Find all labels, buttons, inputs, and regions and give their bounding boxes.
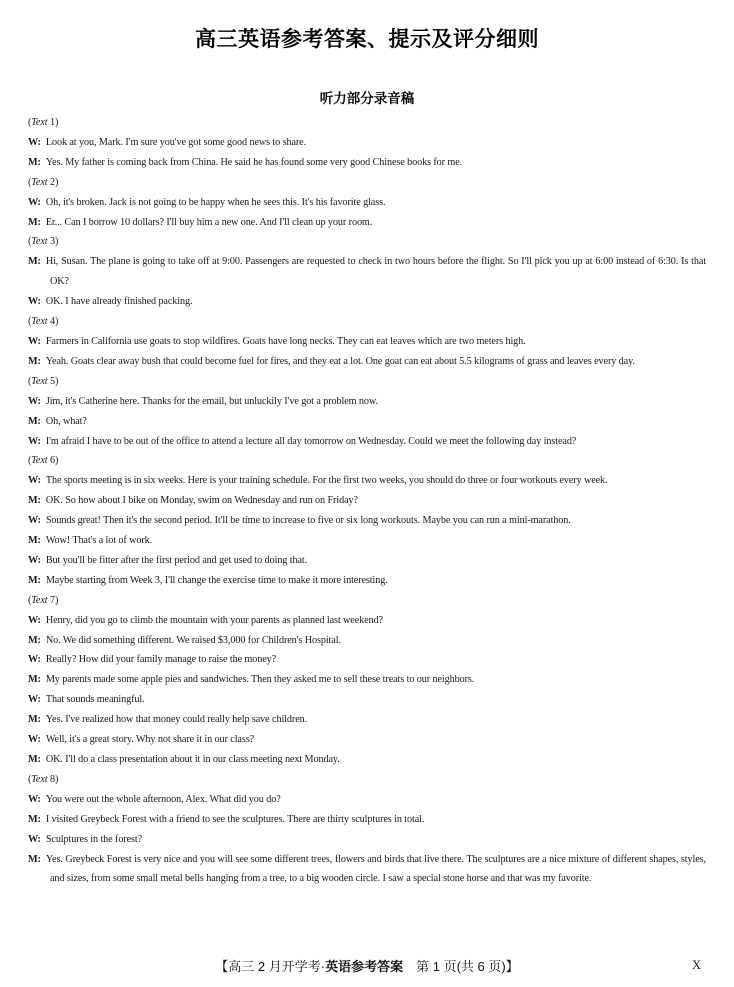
listening-transcript — [28, 113, 706, 889]
transcript-dialogue-line: M: Yes. I've realized how that money could really help save children. — [28, 714, 308, 726]
transcript-dialogue-line: M: Maybe starting from Week 3, I'll change the exercise time to make it more interesting. — [28, 574, 388, 586]
transcript-text-heading: (Text 4) — [28, 316, 59, 328]
transcript-dialogue-line: M: Wow! That's a lot of work. — [28, 535, 153, 547]
transcript-dialogue-line: W: OK. I have already finished packing. — [28, 296, 193, 308]
transcript-dialogue-line: W: Sounds great! Then it's the second period. It'll be time to increase to five or six long workouts. Maybe you can run a mini-marathon. — [28, 515, 571, 527]
speaker-label: M: — [28, 355, 41, 367]
speaker-label: W: — [28, 833, 41, 845]
transcript-dialogue-line: W: But you'll be fitter after the first period and get used to doing that. — [28, 554, 308, 566]
transcript-text-heading: (Text 8) — [28, 773, 59, 785]
speaker-label: W: — [28, 515, 41, 527]
transcript-dialogue-line: W: Jim, it's Catherine here. Thanks for the email, but unluckily I've got a problem now. — [28, 395, 378, 407]
speaker-label: M: — [28, 813, 41, 825]
speaker-label: W: — [28, 793, 41, 805]
transcript-dialogue-line: M: No. We did something different. We raised $3,000 for Children's Hospital. — [28, 634, 341, 646]
speaker-label: W: — [28, 475, 41, 487]
speaker-label: M: — [28, 415, 41, 427]
speaker-label: M: — [28, 754, 41, 765]
page-title: 高三英语参考答案、提示及评分细则 — [195, 28, 539, 51]
transcript-text-heading: (Text 5) — [28, 375, 59, 387]
speaker-label: M: — [28, 674, 41, 686]
footer-answer-key-name: 英语参考答案 — [325, 959, 404, 974]
transcript-dialogue-line: M: Yes. My father is coming back from China. He said he has found some very good Chinese books for me. — [28, 156, 463, 168]
transcript-text-heading: (Text 1) — [28, 117, 59, 128]
transcript-dialogue-line: M: Hi, Susan. The plane is going to take off at 9:00. Passengers are requested to check in two hours before the flight. So I'll pick you up at 6:00 instead of 6:30. Is that OK? — [28, 256, 706, 288]
transcript-dialogue-line: M: I visited Greybeck Forest with a friend to see the sculptures. There are thirty sculptures in total. — [28, 813, 425, 825]
speaker-label: W: — [28, 654, 41, 666]
speaker-label: M: — [28, 535, 41, 547]
footer-exam-name: 【高三 2 月开学考· — [215, 959, 326, 974]
speaker-label: W: — [28, 435, 41, 447]
transcript-dialogue-line: W: Henry, did you go to climb the mountain with your parents as planned last weekend? — [28, 614, 383, 626]
speaker-label: W: — [28, 136, 41, 148]
transcript-dialogue-line: M: OK. So how about I bike on Monday, swim on Wednesday and run on Friday? — [28, 495, 358, 507]
transcript-dialogue-line: W: The sports meeting is in six weeks. Here is your training schedule. For the first two weeks, you should do three or four workouts every week. — [28, 475, 608, 487]
speaker-label: M: — [28, 853, 41, 865]
speaker-label: M: — [28, 574, 41, 586]
transcript-text-heading: (Text 2) — [28, 176, 59, 188]
footer-page-number: 第 1 页(共 6 页)】 — [403, 959, 519, 974]
speaker-label: M: — [28, 634, 41, 646]
transcript-dialogue-line: W: Farmers in California use goats to stop wildfires. Goats have long necks. They can eat leaves which are two meters high. — [28, 335, 526, 347]
transcript-text-heading: (Text 3) — [28, 236, 59, 248]
speaker-label: M: — [28, 256, 41, 268]
transcript-dialogue-line: W: I'm afraid I have to be out of the office to attend a lecture all day tomorrow on Wednesday. Could we meet the following day instead? — [28, 435, 577, 447]
speaker-label: W: — [28, 554, 41, 566]
speaker-label: M: — [28, 495, 41, 507]
transcript-dialogue-line: W: That sounds meaningful. — [28, 694, 145, 706]
transcript-dialogue-line: M: Yeah. Goats clear away bush that could become fuel for fires, and they eat a lot. One goat can eat about 5.5 kilograms of grass and leaves every day. — [28, 355, 635, 367]
page-corner-mark: X — [692, 958, 702, 972]
transcript-dialogue-line: M: OK. I'll do a class presentation about it in our class meeting next Monday. — [28, 754, 340, 765]
speaker-label: W: — [28, 694, 41, 706]
speaker-label: W: — [28, 734, 41, 746]
transcript-text-heading: (Text 7) — [28, 594, 59, 606]
transcript-dialogue-line: M: Yes. Greybeck Forest is very nice and you will see some different trees, flowers and birds that live there. The sculptures are a nice mixture of different shapes, styles, and sizes, from some small metal bells hanging from a tree, to a big wooden circle. I saw a special stone horse and that was my favorite. — [28, 853, 706, 885]
speaker-label: W: — [28, 614, 41, 626]
transcript-dialogue-line: W: Sculptures in the forest? — [28, 833, 143, 845]
speaker-label: M: — [28, 714, 41, 726]
transcript-dialogue-line: W: Well, it's a great story. Why not share it in our class? — [28, 734, 254, 746]
transcript-dialogue-line: W: You were out the whole afternoon, Alex. What did you do? — [28, 793, 281, 805]
speaker-label: W: — [28, 335, 41, 347]
speaker-label: W: — [28, 296, 41, 308]
speaker-label: W: — [28, 395, 41, 407]
transcript-dialogue-line: M: Er... Can I borrow 10 dollars? I'll buy him a new one. And I'll clean up your room. — [28, 216, 373, 228]
transcript-dialogue-line: W: Really? How did your family manage to raise the money? — [28, 654, 277, 666]
transcript-dialogue-line: M: Oh, what? — [28, 415, 87, 427]
transcript-dialogue-line: W: Look at you, Mark. I'm sure you've got some good news to share. — [28, 136, 307, 148]
speaker-label: W: — [28, 196, 41, 208]
section-heading: 听力部分录音稿 — [319, 91, 415, 106]
transcript-text-heading: (Text 6) — [28, 455, 59, 467]
page-footer — [0, 956, 734, 975]
transcript-dialogue-line: M: My parents made some apple pies and sandwiches. Then they asked me to sell these treats to our neighbors. — [28, 674, 475, 686]
speaker-label: M: — [28, 216, 41, 228]
speaker-label: M: — [28, 156, 41, 168]
transcript-dialogue-line: W: Oh, it's broken. Jack is not going to be happy when he sees this. It's his favorite glass. — [28, 196, 386, 208]
